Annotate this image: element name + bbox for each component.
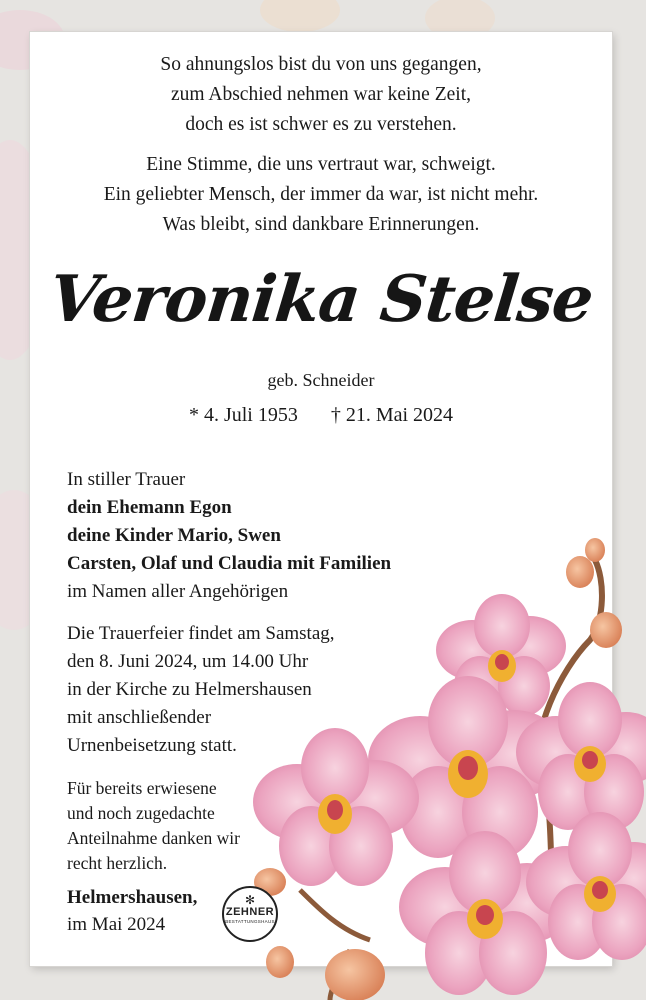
mourners-closing: im Namen aller Angehörigen (67, 581, 289, 602)
funeral-line: in der Kirche zu Helmershausen (67, 679, 312, 700)
place-town: Helmershausen, (67, 887, 198, 908)
poem-line: zum Abschied nehmen war keine Zeit, (171, 84, 471, 105)
thanks-line: recht herzlich. (67, 853, 168, 873)
poem-stanza-1 (30, 50, 612, 140)
death-date: † 21. Mai 2024 (330, 404, 454, 426)
poem-line: doch es ist schwer es zu verstehen. (185, 114, 457, 135)
birth-date: * 4. Juli 1953 (188, 404, 298, 426)
place-date-line: im Mai 2024 (67, 914, 166, 935)
birth-name: geb. Schneider (267, 370, 375, 390)
logo-subtitle: BESTATTUNGSHAUS (225, 919, 275, 924)
funeral-line: Urnenbeisetzung statt. (67, 735, 237, 756)
thanks-line: Anteilnahme danken wir (67, 828, 241, 848)
mourner-line: deine Kinder Mario, Swen (67, 525, 281, 546)
poem-line: So ahnungslos bist du von uns gegangen, (160, 54, 482, 75)
deceased-name: Veronika Stelse (45, 262, 597, 337)
funeral-line: den 8. Juni 2024, um 14.00 Uhr (67, 651, 309, 672)
mourners-intro: In stiller Trauer (67, 469, 186, 490)
place-date (67, 884, 197, 938)
thanks-note (67, 776, 240, 876)
thanks-line: Für bereits erwiesene (67, 778, 217, 798)
mourners-block (67, 466, 391, 606)
poem-line: Eine Stimme, die uns vertraut war, schweigt. (146, 154, 496, 175)
dandelion-icon: ✻ (244, 893, 256, 907)
funeral-home-logo (222, 886, 278, 942)
mourner-line: dein Ehemann Egon (67, 497, 232, 518)
funeral-line: Die Trauerfeier findet am Samstag, (67, 623, 335, 644)
thanks-line: und noch zugedachte (67, 803, 215, 823)
funeral-line: mit anschließender (67, 707, 212, 728)
logo-name: ZEHNER (225, 906, 275, 918)
mourner-line: Carsten, Olaf und Claudia mit Familien (67, 553, 392, 574)
poem-line: Was bleibt, sind dankbare Erinnerungen. (162, 214, 480, 235)
poem-stanza-2 (30, 150, 612, 240)
poem-line: Ein geliebter Mensch, der immer da war, ist nicht mehr. (103, 184, 539, 205)
funeral-info (67, 620, 335, 760)
life-dates (30, 404, 612, 427)
